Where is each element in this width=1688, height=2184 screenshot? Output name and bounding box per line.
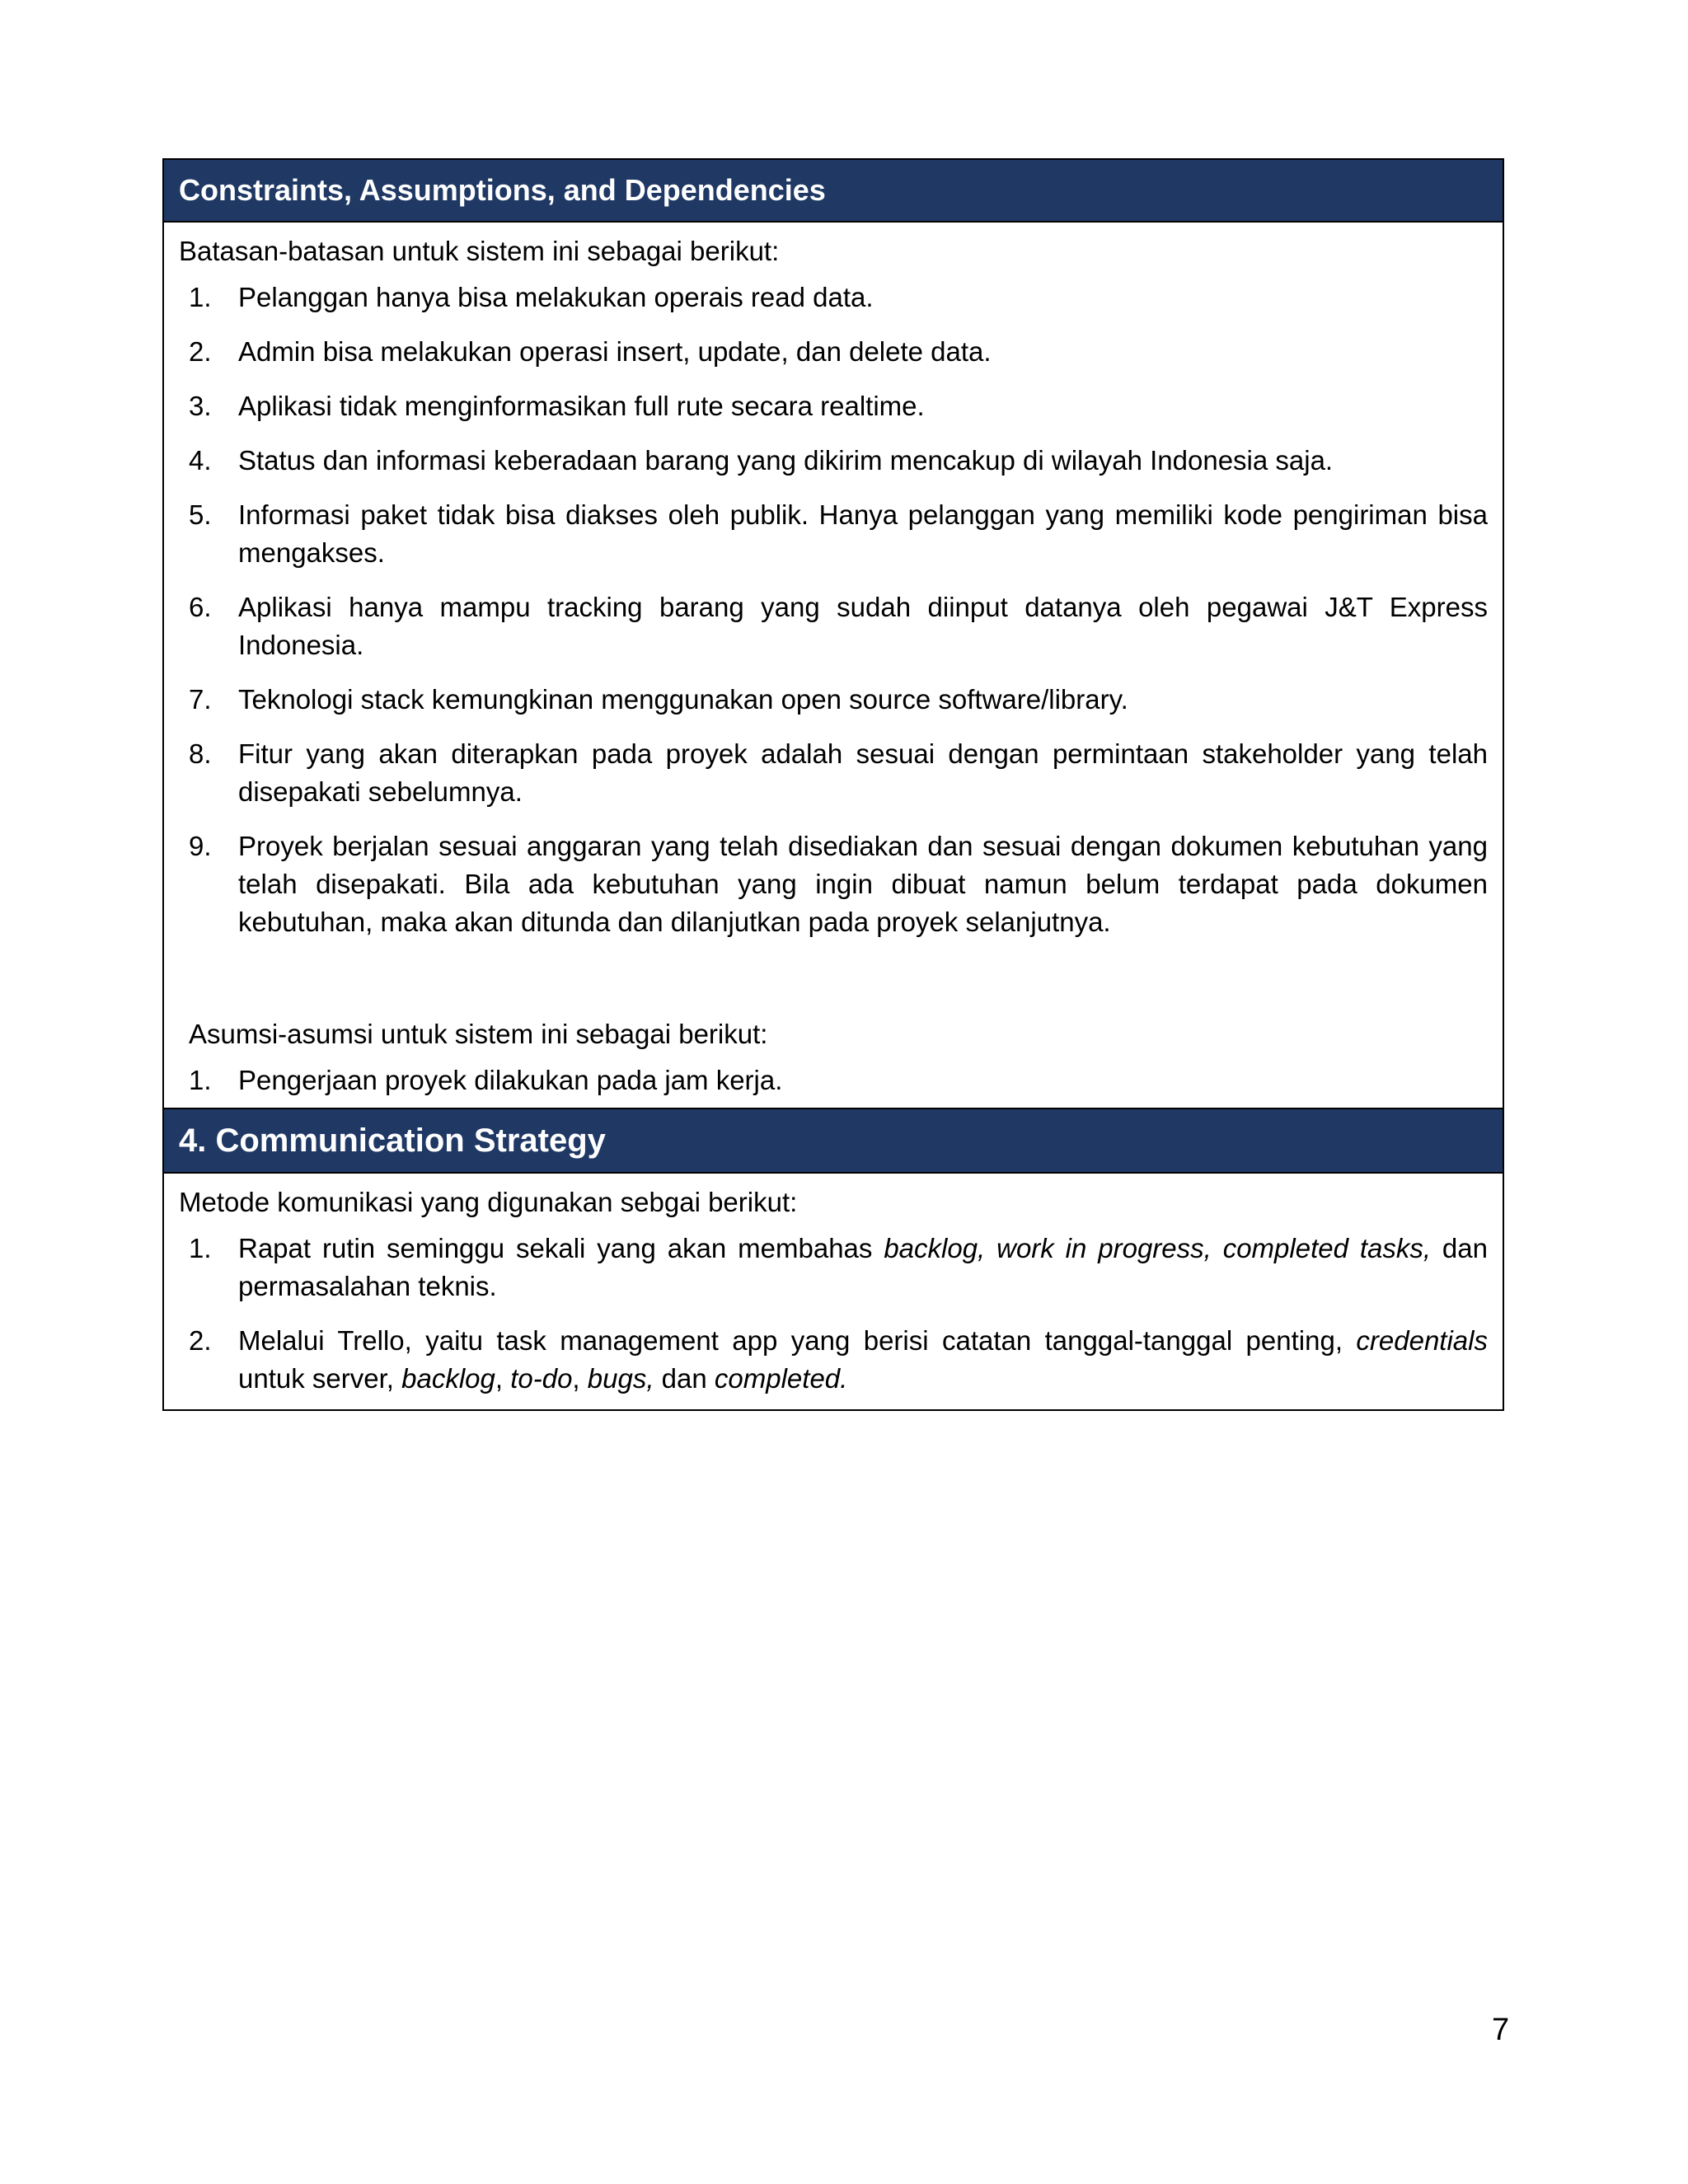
communication-list: [179, 1230, 1488, 1398]
list-text: ,: [495, 1363, 511, 1394]
communication-intro: Metode komunikasi yang digunakan sebgai berikut:: [179, 1187, 798, 1217]
list-item: [179, 333, 1488, 371]
assumptions-intro: Asumsi-asumsi untuk sistem ini sebagai berikut:: [189, 1019, 768, 1049]
list-item: [179, 1062, 1488, 1099]
section-body-communication: [164, 1183, 1503, 1409]
list-item: [179, 1230, 1488, 1305]
list-text: Fitur yang akan diterapkan pada proyek adalah sesuai dengan permintaan stakeholder yang telah disepakati sebelumnya.: [238, 738, 1488, 807]
list-number: 1.: [189, 1065, 212, 1095]
list-item: [179, 279, 1488, 316]
list-item: [179, 681, 1488, 719]
list-text: Status dan informasi keberadaan barang yang dikirim mencakup di wilayah Indonesia saja.: [238, 445, 1334, 476]
list-number: 1.: [189, 1233, 212, 1263]
document-table: [162, 158, 1504, 1411]
list-text-italic: to-do: [510, 1363, 573, 1394]
list-item: [179, 827, 1488, 941]
list-text: dan permasalahan teknis.: [238, 1233, 1488, 1301]
list-text: Aplikasi tidak menginformasikan full rute secara realtime.: [238, 391, 925, 421]
list-item: [179, 588, 1488, 664]
list-text-italic: bugs,: [587, 1363, 654, 1394]
list-text: Pengerjaan proyek dilakukan pada jam kerja.: [238, 1065, 783, 1095]
list-number: 5.: [189, 499, 212, 530]
list-text-italic: completed.: [714, 1363, 848, 1394]
list-text-italic: backlog, work in progress, completed tasks,: [884, 1233, 1432, 1263]
list-text-italic: backlog: [401, 1363, 495, 1394]
list-text: Informasi paket tidak bisa diakses oleh publik. Hanya pelanggan yang memiliki kode pengiriman bisa mengakses.: [238, 499, 1488, 568]
list-text-italic: credentials: [1356, 1325, 1488, 1356]
list-text: ,: [572, 1363, 588, 1394]
list-number: 3.: [189, 391, 212, 421]
list-text: Melalui Trello, yaitu task management app yang berisi catatan tanggal-tanggal penting,: [238, 1325, 1357, 1356]
list-number: 7.: [189, 684, 212, 715]
constraints-intro: Batasan-batasan untuk sistem ini sebagai berikut:: [179, 236, 780, 266]
list-number: 2.: [189, 336, 212, 367]
section-header-constraints: [164, 160, 1503, 223]
list-number: 8.: [189, 738, 212, 769]
list-item: [179, 442, 1488, 480]
list-item: [179, 1322, 1488, 1398]
list-number: 6.: [189, 592, 212, 622]
assumptions-list: [179, 1062, 1488, 1099]
section-header-communication: [164, 1108, 1503, 1174]
list-item: [179, 735, 1488, 811]
list-text: Proyek berjalan sesuai anggaran yang telah disediakan dan sesuai dengan dokumen kebutuhan yang telah disepakati. Bila ada kebutuhan yang ingin dibuat namun belum terdapat pada dokumen kebutuhan, maka akan ditunda dan dilanjutkan pada proyek selanjutnya.: [238, 831, 1488, 937]
list-text: Teknologi stack kemungkinan menggunakan open source software/library.: [238, 684, 1128, 715]
section-body-constraints: [164, 232, 1503, 1099]
section-title: 4. Communication Strategy: [179, 1122, 606, 1159]
list-text: Pelanggan hanya bisa melakukan operais read data.: [238, 282, 874, 312]
list-item: [179, 496, 1488, 572]
list-text: Admin bisa melakukan operasi insert, update, dan delete data.: [238, 336, 992, 367]
list-item: [179, 387, 1488, 425]
list-number: 4.: [189, 445, 212, 476]
list-number: 2.: [189, 1325, 212, 1356]
list-number: 9.: [189, 831, 212, 861]
list-text: Aplikasi hanya mampu tracking barang yang sudah diinput datanya oleh pegawai J&T Express Indonesia.: [238, 592, 1488, 660]
spacer: [179, 958, 1488, 1005]
section-title: Constraints, Assumptions, and Dependencies: [179, 173, 826, 207]
constraints-list: [179, 279, 1488, 941]
page-number: 7: [1492, 2013, 1510, 2047]
list-text: Rapat rutin seminggu sekali yang akan membahas: [238, 1233, 884, 1263]
list-text: dan: [654, 1363, 715, 1394]
list-text: untuk server,: [238, 1363, 402, 1394]
list-number: 1.: [189, 282, 212, 312]
